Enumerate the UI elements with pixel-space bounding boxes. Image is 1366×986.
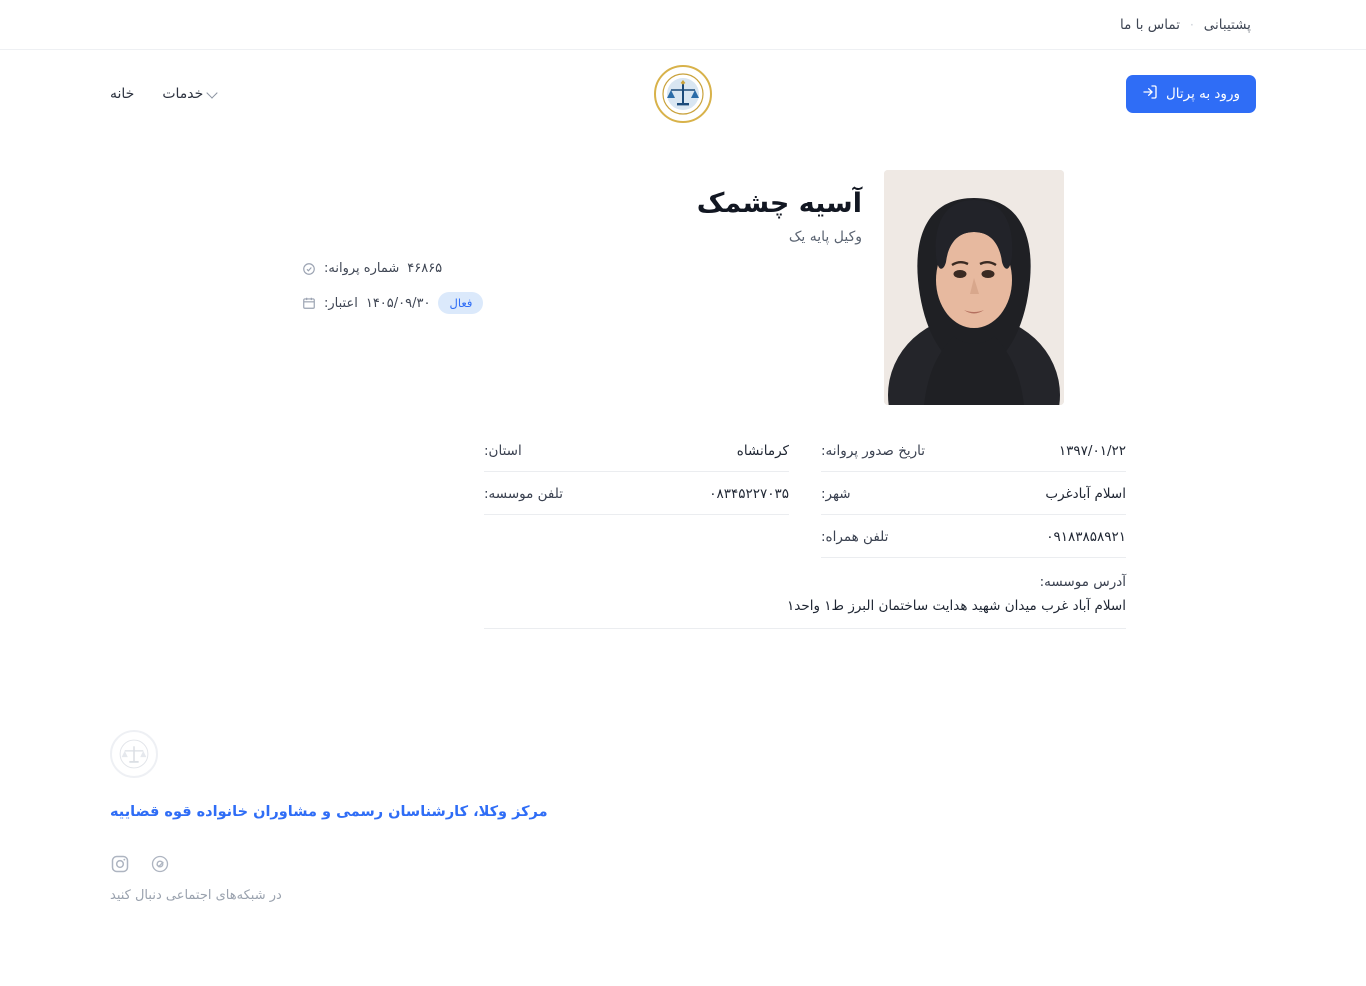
validity-row <box>302 292 862 314</box>
validity-label: اعتبار: <box>324 295 358 311</box>
nav-item-services-label: خدمات <box>162 86 204 102</box>
logo-emblem-icon <box>654 65 712 123</box>
detail-address-label: آدرس موسسه: <box>1039 574 1126 590</box>
avatar <box>884 170 1064 405</box>
detail-city-value: اسلام آبادغرب <box>1045 486 1126 502</box>
contact-link[interactable]: تماس با ما <box>1120 16 1180 33</box>
validity-date: ۱۴۰۵/۰۹/۳۰ <box>365 295 431 311</box>
detail-issue-date-value: ۱۳۹۷/۰۱/۲۲ <box>1058 443 1126 459</box>
portal-login-label: ورود به پرتال <box>1165 86 1240 102</box>
site-header <box>0 50 1366 138</box>
nav-item-home[interactable] <box>110 86 134 102</box>
chevron-down-icon <box>207 87 218 98</box>
site-logo[interactable] <box>654 65 712 123</box>
bale-icon[interactable] <box>150 854 170 874</box>
detail-mobile-label: تلفن همراه: <box>821 529 889 545</box>
site-footer <box>0 730 1366 903</box>
footer-logo-icon <box>110 730 158 778</box>
follow-text: در شبکه‌های اجتماعی دنبال کنید <box>110 888 282 903</box>
identity-block <box>302 170 862 405</box>
topbar-separator: · <box>1189 17 1194 32</box>
detail-address-value: اسلام آباد غرب میدان شهید هدایت ساختمان البرز ط۱ واحد۱ <box>787 598 1126 614</box>
top-utility-bar <box>0 0 1366 50</box>
detail-mobile-value: ۰۹۱۸۳۸۵۸۹۲۱ <box>1046 529 1126 545</box>
nav-item-services[interactable] <box>162 86 216 102</box>
main-nav <box>110 86 216 102</box>
detail-address <box>484 558 1126 629</box>
details-grid <box>484 429 1126 629</box>
detail-city-label: شهر: <box>821 486 851 502</box>
license-number-row <box>302 261 862 276</box>
detail-province <box>484 429 789 472</box>
detail-office-phone-label: تلفن موسسه: <box>484 486 563 502</box>
top-utility-links <box>0 17 1251 33</box>
nav-item-home-label: خانه <box>110 86 135 102</box>
lawyer-profile <box>0 138 1366 405</box>
support-link[interactable]: پشتیبانی <box>1203 16 1251 33</box>
login-icon <box>1142 84 1158 104</box>
detail-province-value: کرمانشاه <box>736 443 789 459</box>
detail-issue-date-label: تاریخ صدور پروانه: <box>821 443 926 459</box>
detail-office-phone <box>484 472 789 515</box>
status-badge: فعال <box>438 292 483 314</box>
detail-mobile <box>821 515 1126 558</box>
instagram-icon[interactable] <box>110 854 130 874</box>
license-label: شماره پروانه: <box>324 261 400 276</box>
footer-title: مرکز وکلا، کارشناسان رسمی و مشاوران خانواده قوه قضاییه <box>110 804 548 820</box>
social-links <box>110 854 170 874</box>
calendar-icon <box>302 296 316 310</box>
license-number: ۴۶۸۶۵ <box>407 261 443 276</box>
detail-city <box>821 472 1126 515</box>
detail-office-phone-value: ۰۸۳۴۵۲۲۷۰۳۵ <box>709 486 789 502</box>
lawyer-name: آسیه چشمک <box>696 188 862 219</box>
lawyer-role: وکیل پایه یک <box>788 229 862 245</box>
badge-check-icon <box>302 262 316 276</box>
detail-issue-date <box>821 429 1126 472</box>
portal-login-button[interactable] <box>1126 75 1256 113</box>
detail-spacer <box>484 515 789 558</box>
detail-province-label: استان: <box>484 443 522 459</box>
